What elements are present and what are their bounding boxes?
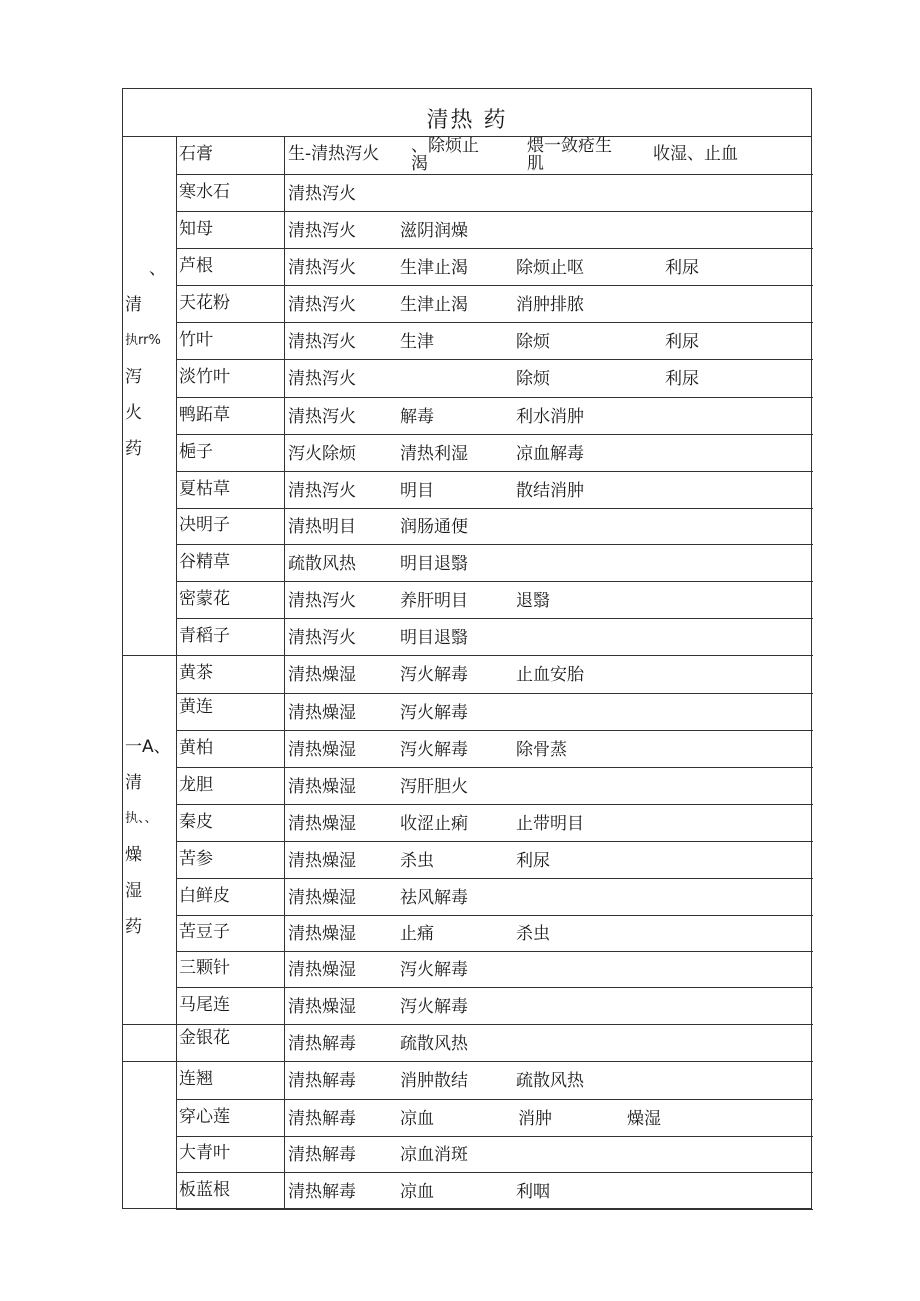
table-row	[177, 435, 813, 472]
category-label-char: 药	[125, 917, 142, 937]
effect-cell: 清热燥湿	[288, 887, 356, 908]
herb-name: 秦皮	[177, 805, 285, 841]
effect-cell: 退翳	[516, 590, 550, 611]
effect-cell: 利尿	[665, 331, 699, 352]
effect-cell: 利尿	[516, 850, 550, 871]
herb-name: 知母	[177, 212, 285, 248]
category-label-char: 清	[125, 773, 142, 793]
effect-cell: 、除烦止 渴	[411, 136, 479, 174]
table-row	[177, 360, 813, 398]
herb-name: 黄茶	[177, 656, 285, 693]
effect-cell: 除烦	[516, 331, 550, 352]
herb-name: 白鲜皮	[177, 879, 285, 915]
effect-cell: 清热燥湿	[288, 924, 356, 944]
effect-cell: 泻火解毒	[400, 739, 468, 760]
effect-cell: 散结消肿	[516, 480, 584, 501]
effect-cell: 收湿、止血	[653, 144, 738, 164]
table-row	[177, 768, 813, 805]
table-row	[177, 1173, 813, 1210]
effect-cell: 明目退翳	[400, 553, 468, 574]
herb-name: 梔子	[177, 435, 285, 471]
effect-cell: 明目退翳	[400, 627, 468, 648]
category-label	[123, 251, 177, 467]
herb-name: 青稻子	[177, 619, 285, 655]
effect-cell: 生-清热泻火	[288, 144, 380, 164]
effect-cell: 泻肝胆火	[400, 776, 468, 797]
effect-cell: 清热泻火	[288, 257, 356, 278]
effect-cell: 利尿	[665, 257, 699, 278]
herb-name: 淡竹叶	[177, 360, 285, 397]
effect-cell: 消肿排脓	[516, 294, 584, 315]
effect-cell: 清热泻火	[288, 627, 356, 648]
category-label-char: 、	[149, 259, 166, 279]
category-label-char: 湿	[125, 881, 142, 901]
effect-cell: 清热解毒	[288, 1181, 356, 1202]
herb-name: 密蒙花	[177, 582, 285, 618]
table-row	[177, 1062, 813, 1100]
herb-name: 天花粉	[177, 286, 285, 322]
category-label-char: 药	[125, 439, 142, 459]
effect-cell: 清热解毒	[288, 1145, 356, 1165]
effect-cell: 生津	[400, 331, 434, 352]
table-row	[177, 694, 813, 731]
category-label-char: 清	[125, 295, 142, 315]
herb-name: 鸭跖草	[177, 398, 285, 434]
herb-name: 苦参	[177, 842, 285, 878]
table-row	[177, 249, 813, 286]
table-row	[177, 916, 813, 952]
effect-cell: 养肝明目	[400, 590, 468, 611]
effect-cell: 清热泻火	[288, 369, 356, 389]
effect-cell: 清热泻火	[288, 220, 356, 241]
table-title: 清热 药	[123, 89, 811, 137]
effect-cell: 泻火解毒	[400, 665, 468, 685]
category-label-char: 一A、	[125, 737, 171, 757]
effect-cell: 清热泻火	[288, 590, 356, 611]
herb-name: 苦豆子	[177, 916, 285, 951]
herb-name: 寒水石	[177, 175, 285, 211]
table-row	[177, 731, 813, 768]
effect-cell: 消肿散结	[400, 1071, 468, 1091]
effect-cell: 疏散风热	[400, 1033, 468, 1054]
effect-cell: 清热利湿	[400, 443, 468, 464]
table-row	[177, 1100, 813, 1137]
table-row	[177, 323, 813, 360]
herb-name: 金银花	[177, 1025, 285, 1061]
effect-cell: 凉血	[400, 1108, 434, 1129]
category-label-char: 执、、	[125, 811, 158, 826]
table-row	[177, 582, 813, 619]
category-label-char: 泻	[125, 367, 142, 387]
effect-cell: 清热燥湿	[288, 776, 356, 797]
effect-cell: 疏散风热	[516, 1071, 584, 1091]
effect-cell: 清热燥湿	[288, 850, 356, 871]
effect-cell: 清热解毒	[288, 1033, 356, 1054]
table-row	[177, 656, 813, 694]
effect-cell: 燥湿	[627, 1108, 661, 1129]
effect-cell: 润肠通便	[400, 517, 468, 537]
herb-table	[122, 88, 812, 1209]
effect-cell: 止带明目	[516, 813, 584, 834]
effect-cell: 利水消肿	[516, 406, 584, 427]
effect-cell: 消肿	[518, 1108, 552, 1129]
effect-cell: 清热泻火	[288, 183, 356, 204]
table-row	[177, 286, 813, 323]
table-row	[177, 952, 813, 988]
table-row	[177, 175, 813, 212]
herb-name: 大青叶	[177, 1137, 285, 1172]
category-label-char: 执rr%	[125, 333, 161, 348]
effect-cell: 清热燥湿	[288, 813, 356, 834]
effect-cell: 清热泻火	[288, 331, 356, 352]
effect-cell: 清热燥湿	[288, 996, 356, 1017]
herb-name: 芦根	[177, 249, 285, 285]
effect-cell: 祛风解毒	[400, 887, 468, 908]
herb-name: 石膏	[177, 137, 285, 174]
table-row	[177, 879, 813, 916]
table-row	[177, 805, 813, 842]
effect-cell: 止痛	[400, 924, 434, 944]
effect-cell: 明目	[400, 480, 434, 501]
table-row	[177, 619, 813, 656]
effect-cell: 清热泻火	[288, 406, 356, 427]
herb-name: 黄柏	[177, 731, 285, 767]
table-row	[177, 472, 813, 509]
effect-cell: 除烦止呕	[516, 257, 584, 278]
effect-cell: 滋阴润燥	[400, 220, 468, 241]
effect-cell: 杀虫	[400, 850, 434, 871]
herb-name: 黄连	[177, 694, 285, 730]
table-row	[177, 988, 813, 1025]
herb-name: 三颗针	[177, 952, 285, 987]
effect-cell: 利尿	[665, 369, 699, 389]
effect-cell: 清热燥湿	[288, 960, 356, 980]
effect-cell: 清热泻火	[288, 294, 356, 315]
effect-cell: 清热泻火	[288, 480, 356, 501]
effect-cell: 清热解毒	[288, 1071, 356, 1091]
effect-cell: 收涩止痢	[400, 813, 468, 834]
effect-cell: 清热燥湿	[288, 665, 356, 685]
category-label-char: 火	[125, 403, 142, 423]
table-row	[177, 509, 813, 545]
herb-name: 竹叶	[177, 323, 285, 359]
effect-cell: 清热解毒	[288, 1108, 356, 1129]
effect-cell: 疏散风热	[288, 553, 356, 574]
effect-cell: 除烦	[516, 369, 550, 389]
effect-cell: 生津止渴	[400, 257, 468, 278]
category-label-char: 燥	[125, 845, 142, 865]
effect-cell: 凉血	[400, 1181, 434, 1202]
herb-name: 决明子	[177, 509, 285, 544]
effect-cell: 杀虫	[516, 924, 550, 944]
effect-cell: 解毒	[400, 406, 434, 427]
effect-cell: 泻火解毒	[400, 702, 468, 723]
category-cell	[123, 1062, 177, 1210]
table-row	[177, 398, 813, 435]
category-label	[123, 729, 177, 945]
effect-cell: 泻火除烦	[288, 443, 356, 464]
category-cell	[123, 1025, 177, 1062]
table-row	[177, 137, 813, 175]
herb-name: 谷精草	[177, 545, 285, 581]
table-row	[177, 212, 813, 249]
herb-name: 板蓝根	[177, 1173, 285, 1209]
herb-name: 马尾连	[177, 988, 285, 1024]
herb-name: 夏枯草	[177, 472, 285, 508]
effect-cell: 利咽	[516, 1181, 550, 1202]
herb-name: 穿心莲	[177, 1100, 285, 1136]
effect-cell: 泻火解毒	[400, 996, 468, 1017]
herb-name: 连翘	[177, 1062, 285, 1099]
table-row	[177, 545, 813, 582]
effect-cell: 泻火解毒	[400, 960, 468, 980]
table-row	[177, 842, 813, 879]
effect-cell: 凉血解毒	[516, 443, 584, 464]
effect-cell: 止血安胎	[516, 665, 584, 685]
effect-cell: 除骨蒸	[516, 739, 567, 760]
effect-cell: 生津止渴	[400, 294, 468, 315]
effect-cell: 清热燥湿	[288, 739, 356, 760]
effect-cell: 清热燥湿	[288, 702, 356, 723]
effect-cell: 清热明目	[288, 517, 356, 537]
effect-cell: 凉血消斑	[400, 1145, 468, 1165]
table-row	[177, 1025, 813, 1062]
herb-name: 龙胆	[177, 768, 285, 804]
table-row	[177, 1137, 813, 1173]
effect-cell: 煨一敛疮生 肌	[527, 136, 612, 174]
